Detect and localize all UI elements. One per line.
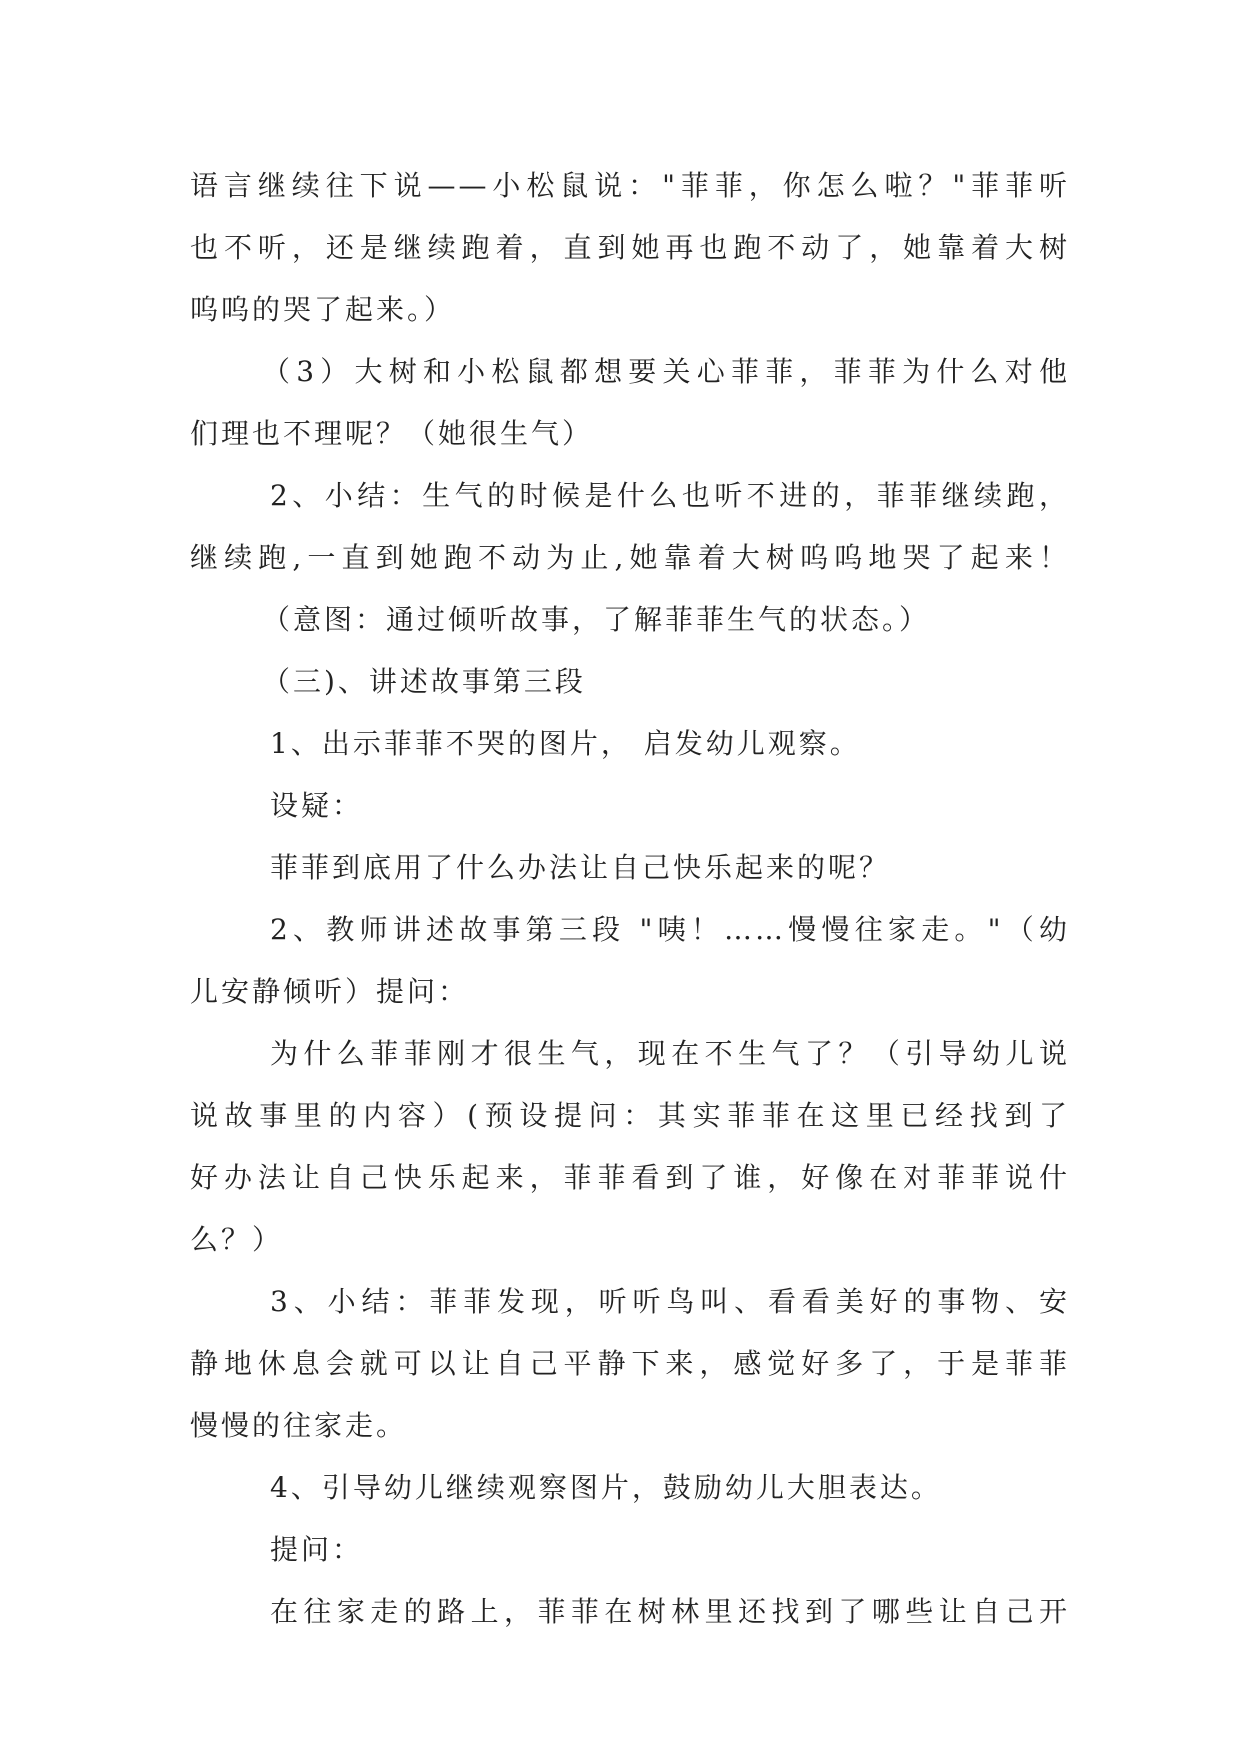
paragraph-line: 为什么菲菲刚才很生气，现在不生气了？（引导幼儿说 bbox=[270, 1037, 1070, 1070]
paragraph-line: 好办法让自己快乐起来，菲菲看到了谁，好像在对菲菲说什 bbox=[190, 1161, 1070, 1194]
paragraph-line: （3）大树和小松鼠都想要关心菲菲，菲菲为什么对他 bbox=[262, 355, 1070, 388]
section-heading: （三)、讲述故事第三段 bbox=[262, 665, 586, 698]
paragraph-line: 1、出示菲菲不哭的图片， 启发幼儿观察。 bbox=[270, 727, 861, 760]
paragraph-line: 么？） bbox=[190, 1223, 284, 1256]
paragraph-line: 慢慢的往家走。 bbox=[190, 1409, 408, 1442]
paragraph-line: 2、小结：生气的时候是什么也听不进的，菲菲继续跑， bbox=[270, 479, 1070, 512]
paragraph-line: （意图：通过倾听故事，了解菲菲生气的状态。） bbox=[262, 603, 931, 636]
paragraph-line: 继续跑,一直到她跑不动为止,她靠着大树呜呜地哭了起来！ bbox=[190, 541, 1070, 574]
paragraph-line: 说故事里的内容）(预设提问：其实菲菲在这里已经找到了 bbox=[190, 1099, 1070, 1132]
paragraph-line: 2、教师讲述故事第三段 "咦！……慢慢往家走。"（幼 bbox=[270, 913, 1070, 946]
paragraph-line: 语言继续往下说——小松鼠说："菲菲，你怎么啦？"菲菲听 bbox=[190, 169, 1070, 202]
paragraph-line: 呜呜的哭了起来。） bbox=[190, 293, 456, 326]
paragraph-line: 设疑： bbox=[270, 789, 364, 822]
paragraph-line: 们理也不理呢？（她很生气） bbox=[190, 417, 594, 450]
paragraph-line: 也不听，还是继续跑着，直到她再也跑不动了，她靠着大树 bbox=[190, 231, 1070, 264]
paragraph-line: 3、小结：菲菲发现，听听鸟叫、看看美好的事物、安 bbox=[270, 1285, 1070, 1318]
paragraph-line: 静地休息会就可以让自己平静下来，感觉好多了，于是菲菲 bbox=[190, 1347, 1070, 1380]
paragraph-line: 儿安静倾听）提问： bbox=[190, 975, 470, 1008]
paragraph-line: 菲菲到底用了什么办法让自己快乐起来的呢？ bbox=[270, 851, 891, 884]
paragraph-line: 提问： bbox=[270, 1533, 364, 1566]
paragraph-line: 在往家走的路上，菲菲在树林里还找到了哪些让自己开 bbox=[270, 1595, 1070, 1628]
paragraph-line: 4、引导幼儿继续观察图片，鼓励幼儿大胆表达。 bbox=[270, 1471, 942, 1504]
